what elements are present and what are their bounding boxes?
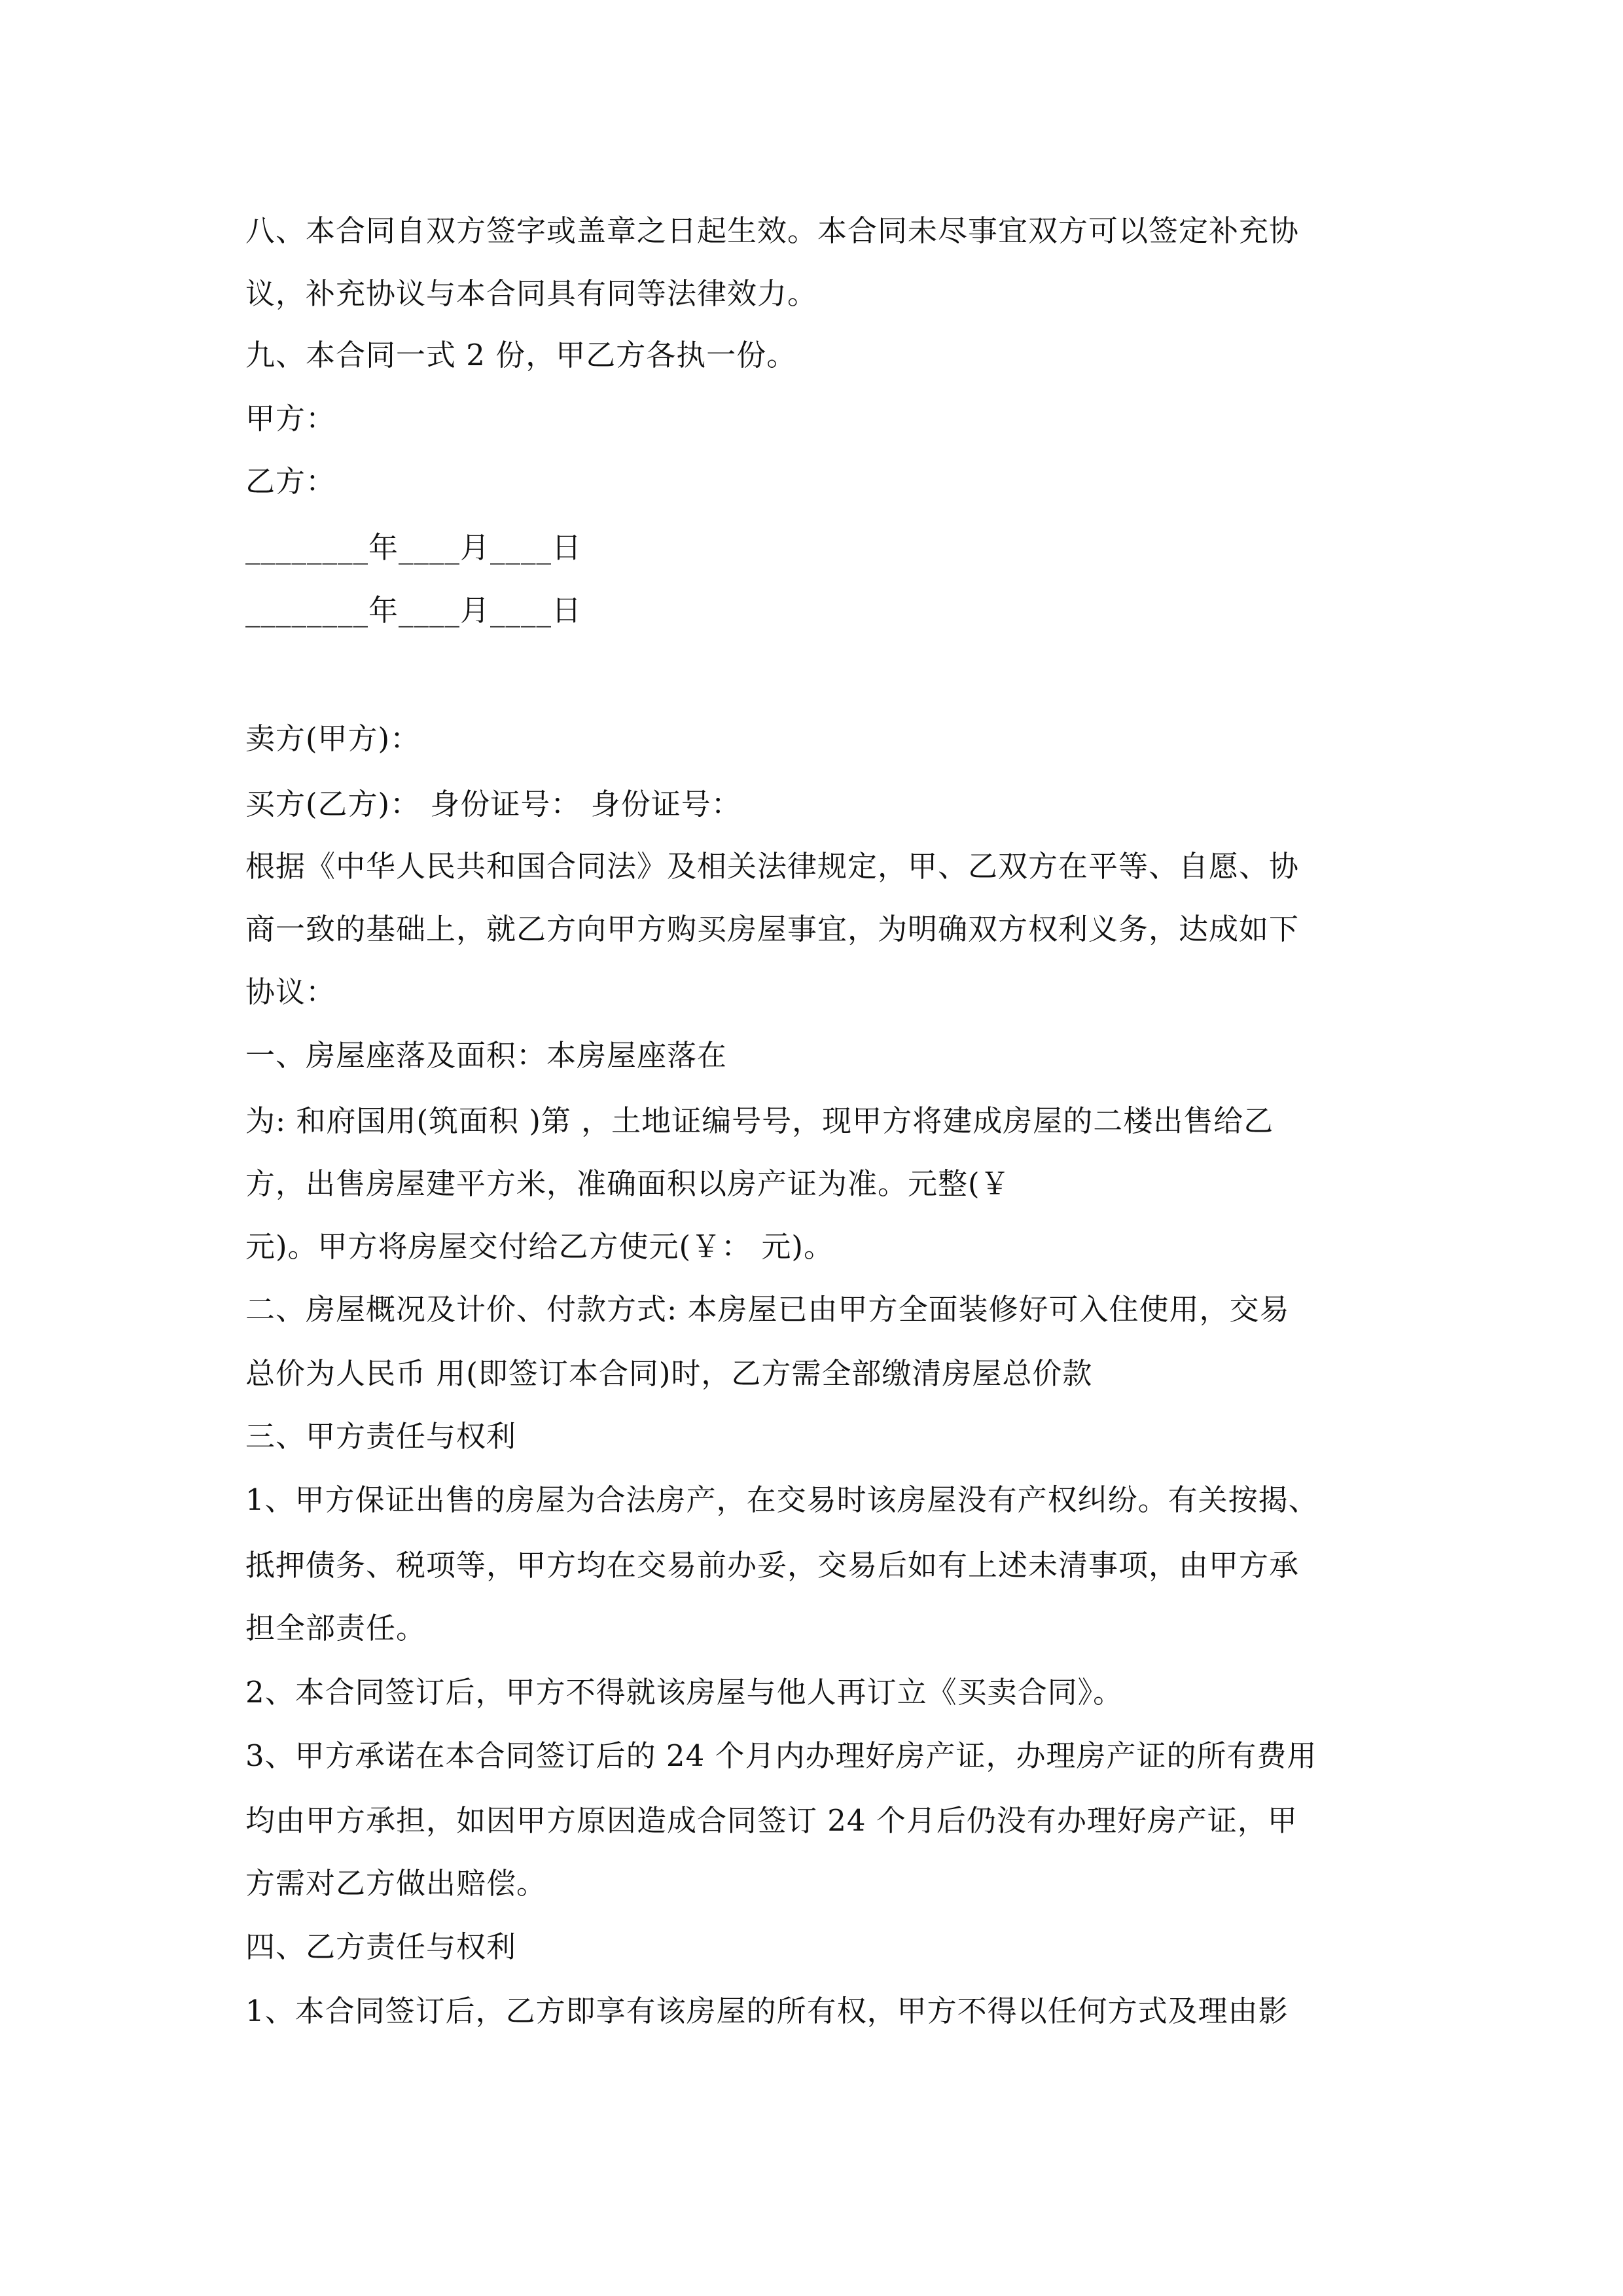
clause-8-line-1: 八、本合同自双方签字或盖章之日起生效。本合同未尽事宜双方可以签定补充协	[245, 213, 1300, 248]
section-2-line-1: 二、房屋概况及计价、付款方式: 本房屋已由甲方全面装修好可入住使用，交易	[245, 1292, 1290, 1327]
party-a-signature-label: 甲方：	[245, 401, 336, 436]
section-3-item-2: 2、本合同签订后，甲方不得就该房屋与他人再订立《买卖合同》。	[245, 1675, 1124, 1710]
date-line-1: ________年____月____日	[245, 530, 582, 565]
section-3-item-3-line-3: 方需对乙方做出赔偿。	[245, 1866, 547, 1901]
date-line-2: ________年____月____日	[245, 593, 582, 628]
party-b-signature-label: 乙方：	[245, 464, 336, 499]
section-1-line-1: 为: 和府国用(筑面积 )第 ，土地证编号号，现甲方将建成房屋的二楼出售给乙	[245, 1103, 1274, 1138]
section-4-heading: 四、乙方责任与权利	[245, 1929, 517, 1964]
clause-9: 九、本合同一式 2 份，甲乙方各执一份。	[245, 338, 797, 372]
section-3-item-1-line-1: 1、甲方保证出售的房屋为合法房产，在交易时该房屋没有产权纠纷。有关按揭、	[245, 1482, 1319, 1517]
section-1-line-3: 元)。甲方将房屋交付给乙方使元(￥： 元)。	[245, 1229, 834, 1264]
section-4-item-1-line-1: 1、本合同签订后，乙方即享有该房屋的所有权，甲方不得以任何方式及理由影	[245, 1994, 1289, 2028]
section-3-item-1-line-3: 担全部责任。	[245, 1611, 427, 1645]
section-3-item-3-line-1: 3、甲方承诺在本合同签订后的 24 个月内办理好房产证，办理房产证的所有费用	[245, 1738, 1317, 1773]
section-3-item-1-line-2: 抵押债务、税项等，甲方均在交易前办妥，交易后如有上述未清事项，由甲方承	[245, 1548, 1300, 1583]
section-3-heading: 三、甲方责任与权利	[245, 1419, 517, 1454]
preamble-line-2: 商一致的基础上，就乙方向甲方购买房屋事宜，为明确双方权利义务，达成如下	[245, 912, 1300, 946]
seller-label: 卖方(甲方)：	[245, 721, 421, 756]
buyer-label: 买方(乙方)： 身份证号： 身份证号：	[245, 787, 741, 821]
section-2-line-2: 总价为人民币 用(即签订本合同)时，乙方需全部缴清房屋总价款	[245, 1356, 1093, 1391]
section-1-line-2: 方，出售房屋建平方米，准确面积以房产证为准。元整(￥	[245, 1166, 1010, 1201]
clause-8-line-2: 议，补充协议与本合同具有同等法律效力。	[245, 276, 818, 311]
preamble-line-1: 根据《中华人民共和国合同法》及相关法律规定，甲、乙双方在平等、自愿、协	[245, 849, 1300, 884]
section-1-heading: 一、房屋座落及面积：本房屋座落在	[245, 1038, 728, 1073]
preamble-line-3: 协议：	[245, 975, 336, 1009]
section-3-item-3-line-2: 均由甲方承担，如因甲方原因造成合同签订 24 个月后仍没有办理好房产证，甲	[245, 1803, 1298, 1838]
